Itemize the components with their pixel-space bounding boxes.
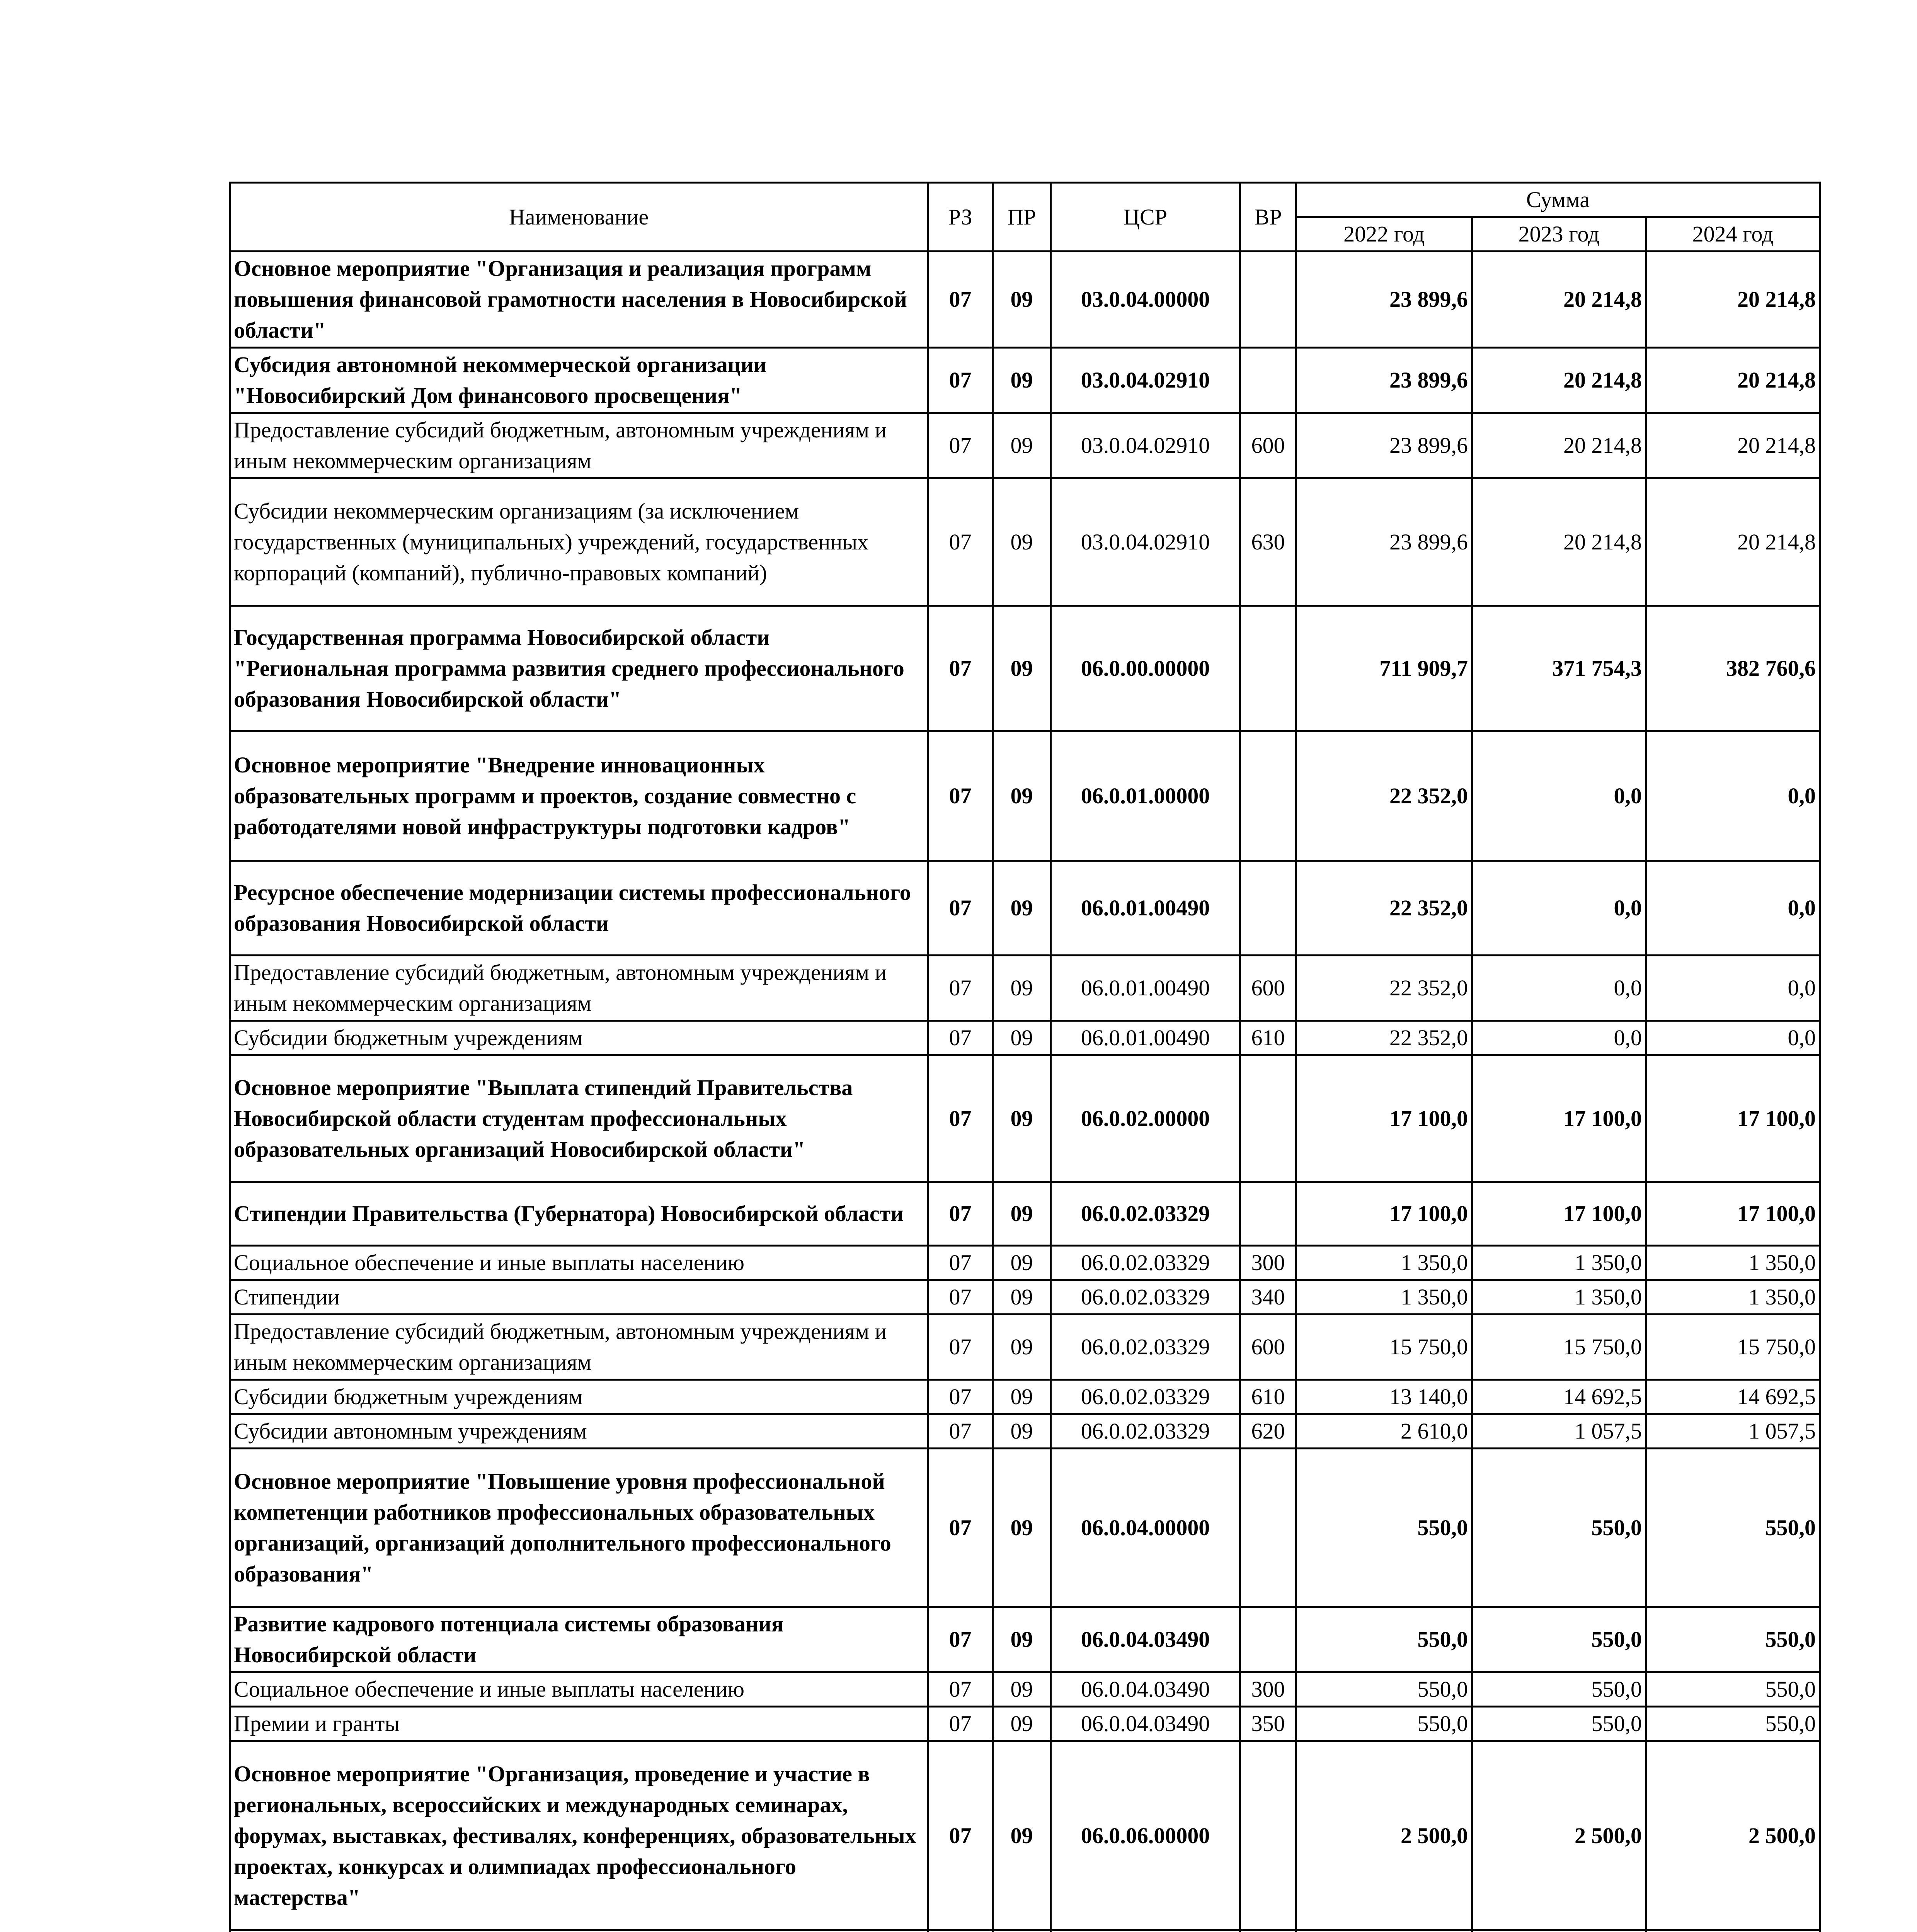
cell-pr: 09 (993, 478, 1051, 606)
cell-vr: 600 (1240, 1315, 1296, 1380)
cell-csr: 03.0.04.02910 (1051, 348, 1240, 413)
cell-sum-2024: 2 500,0 (1646, 1741, 1820, 1930)
cell-sum-2023: 0,0 (1472, 956, 1646, 1021)
cell-sum-2023: 1 350,0 (1472, 1246, 1646, 1280)
cell-sum-2023: 371 754,3 (1472, 606, 1646, 731)
cell-rz: 07 (928, 1380, 993, 1414)
cell-sum-2024: 20 214,8 (1646, 252, 1820, 348)
cell-rz: 07 (928, 956, 993, 1021)
cell-sum-2023: 20 214,8 (1472, 348, 1646, 413)
table-row (230, 1380, 1820, 1414)
table-row (230, 731, 1820, 861)
cell-pr: 09 (993, 1707, 1051, 1741)
header-csr: ЦСР (1051, 183, 1240, 252)
cell-rz: 07 (928, 1055, 993, 1182)
cell-sum-2023: 550,0 (1472, 1607, 1646, 1672)
cell-vr (1240, 252, 1296, 348)
cell-vr: 600 (1240, 413, 1296, 478)
cell-name: Предоставление субсидий бюджетным, автономным учреждениям и иным некоммерческим организациям (230, 956, 928, 1021)
cell-sum-2022: 17 100,0 (1296, 1055, 1472, 1182)
header-year-2024: 2024 год (1646, 217, 1820, 252)
cell-pr: 09 (993, 1021, 1051, 1055)
cell-name: Основное мероприятие "Выплата стипендий Правительства Новосибирской области студентам профессиональных образовательных организаций Новосибирской области" (230, 1055, 928, 1182)
cell-sum-2024: 20 214,8 (1646, 478, 1820, 606)
table-row (230, 1741, 1820, 1930)
table-row (230, 413, 1820, 478)
cell-sum-2022: 22 352,0 (1296, 956, 1472, 1021)
cell-rz: 07 (928, 478, 993, 606)
cell-vr (1240, 861, 1296, 956)
cell-rz: 07 (928, 1607, 993, 1672)
cell-sum-2024: 15 750,0 (1646, 1315, 1820, 1380)
cell-name: Развитие кадрового потенциала системы образования Новосибирской области (230, 1607, 928, 1672)
cell-csr: 06.0.02.03329 (1051, 1280, 1240, 1315)
cell-sum-2022: 23 899,6 (1296, 478, 1472, 606)
table-header (230, 183, 1820, 252)
cell-pr: 09 (993, 1182, 1051, 1246)
cell-rz: 07 (928, 1707, 993, 1741)
cell-rz: 07 (928, 731, 993, 861)
cell-pr: 09 (993, 252, 1051, 348)
cell-name: Субсидии некоммерческим организациям (за исключением государственных (муниципальных) учреждений, государственных корпораций (компаний), публично-правовых компаний) (230, 478, 928, 606)
cell-sum-2024: 550,0 (1646, 1449, 1820, 1607)
cell-vr: 610 (1240, 1021, 1296, 1055)
table-body (230, 252, 1820, 1932)
cell-rz: 07 (928, 1672, 993, 1707)
cell-rz: 07 (928, 606, 993, 731)
cell-name: Социальное обеспечение и иные выплаты населению (230, 1246, 928, 1280)
cell-pr: 09 (993, 1449, 1051, 1607)
cell-sum-2022: 550,0 (1296, 1672, 1472, 1707)
cell-vr: 630 (1240, 478, 1296, 606)
table-row (230, 252, 1820, 348)
header-year-2023: 2023 год (1472, 217, 1646, 252)
cell-pr: 09 (993, 1315, 1051, 1380)
cell-csr: 06.0.04.03490 (1051, 1672, 1240, 1707)
cell-name: Социальное обеспечение и иные выплаты населению (230, 1672, 928, 1707)
cell-name: Основное мероприятие "Организация и реализация программ повышения финансовой грамотности населения в Новосибирской области" (230, 252, 928, 348)
cell-sum-2024: 17 100,0 (1646, 1055, 1820, 1182)
cell-name: Субсидии автономным учреждениям (230, 1414, 928, 1449)
cell-sum-2023 (1472, 1930, 1646, 1932)
cell-csr: 06.0.06.00000 (1051, 1741, 1240, 1930)
table-row (230, 478, 1820, 606)
cell-sum-2022: 23 899,6 (1296, 252, 1472, 348)
cell-sum-2022: 13 140,0 (1296, 1380, 1472, 1414)
cell-csr: 06.0.01.00490 (1051, 861, 1240, 956)
cell-csr: 06.0.00.00000 (1051, 606, 1240, 731)
cell-sum-2024 (1646, 1930, 1820, 1932)
cell-csr: 06.0.04.03490 (1051, 1707, 1240, 1741)
cell-sum-2022: 22 352,0 (1296, 861, 1472, 956)
header-sum: Сумма (1296, 183, 1820, 217)
cell-rz: 07 (928, 348, 993, 413)
cell-csr: 06.0.02.03329 (1051, 1414, 1240, 1449)
cell-csr (1051, 1930, 1240, 1932)
cell-csr: 03.0.04.02910 (1051, 413, 1240, 478)
cell-name: Предоставление субсидий бюджетным, автономным учреждениям и иным некоммерческим организациям (230, 413, 928, 478)
table-row (230, 1315, 1820, 1380)
cell-sum-2023: 550,0 (1472, 1449, 1646, 1607)
cell-pr: 09 (993, 1055, 1051, 1182)
cell-sum-2022: 1 350,0 (1296, 1246, 1472, 1280)
cell-vr (1240, 1449, 1296, 1607)
cell-sum-2024: 0,0 (1646, 731, 1820, 861)
cell-pr: 09 (993, 606, 1051, 731)
cell-name: Субсидии бюджетным учреждениям (230, 1380, 928, 1414)
cell-sum-2023: 0,0 (1472, 1021, 1646, 1055)
cell-rz: 07 (928, 1741, 993, 1930)
cell-rz: 07 (928, 1182, 993, 1246)
cell-pr: 09 (993, 861, 1051, 956)
table-row (230, 861, 1820, 956)
cell-sum-2022: 23 899,6 (1296, 413, 1472, 478)
cell-csr: 06.0.02.03329 (1051, 1182, 1240, 1246)
table-row (230, 1672, 1820, 1707)
cell-pr (993, 1930, 1051, 1932)
cell-csr: 03.0.04.02910 (1051, 478, 1240, 606)
cell-sum-2022 (1296, 1930, 1472, 1932)
table-row (230, 1246, 1820, 1280)
cell-pr: 09 (993, 1380, 1051, 1414)
table-row (230, 1449, 1820, 1607)
cell-sum-2022: 22 352,0 (1296, 1021, 1472, 1055)
cell-sum-2022: 550,0 (1296, 1707, 1472, 1741)
cell-sum-2023: 14 692,5 (1472, 1380, 1646, 1414)
cell-pr: 09 (993, 731, 1051, 861)
cell-sum-2023: 1 057,5 (1472, 1414, 1646, 1449)
cell-vr: 300 (1240, 1672, 1296, 1707)
cell-vr: 300 (1240, 1246, 1296, 1280)
table-row (230, 1055, 1820, 1182)
header-name: Наименование (230, 183, 928, 252)
cell-sum-2024: 1 350,0 (1646, 1246, 1820, 1280)
table-row (230, 1707, 1820, 1741)
cell-rz: 07 (928, 1280, 993, 1315)
cell-name: Стипендии (230, 1280, 928, 1315)
cell-vr (1240, 1607, 1296, 1672)
cell-rz (928, 1930, 993, 1932)
cell-sum-2022: 2 500,0 (1296, 1741, 1472, 1930)
cell-csr: 06.0.02.03329 (1051, 1246, 1240, 1280)
cell-name: Стипендии Правительства (Губернатора) Новосибирской области (230, 1182, 928, 1246)
cell-name: Предоставление субсидий бюджетным, автономным учреждениям и иным некоммерческим организациям (230, 1315, 928, 1380)
cell-sum-2023: 20 214,8 (1472, 252, 1646, 348)
cell-vr (1240, 606, 1296, 731)
cell-rz: 07 (928, 1021, 993, 1055)
table-row (230, 1280, 1820, 1315)
cell-pr: 09 (993, 348, 1051, 413)
cell-sum-2022: 23 899,6 (1296, 348, 1472, 413)
cell-sum-2022: 17 100,0 (1296, 1182, 1472, 1246)
cell-rz: 07 (928, 861, 993, 956)
cell-sum-2024: 1 057,5 (1646, 1414, 1820, 1449)
cell-vr (1240, 348, 1296, 413)
cell-sum-2023: 15 750,0 (1472, 1315, 1646, 1380)
cell-sum-2023: 2 500,0 (1472, 1741, 1646, 1930)
table-row (230, 1414, 1820, 1449)
cell-pr: 09 (993, 1741, 1051, 1930)
cell-name: Основное мероприятие "Повышение уровня профессиональной компетенции работников профессиональных образовательных организаций, организаций дополнительного профессионального образования" (230, 1449, 928, 1607)
cell-sum-2024: 17 100,0 (1646, 1182, 1820, 1246)
cell-sum-2024: 1 350,0 (1646, 1280, 1820, 1315)
table-row (230, 348, 1820, 413)
header-pr: ПР (993, 183, 1051, 252)
table-row (230, 956, 1820, 1021)
cell-rz: 07 (928, 1414, 993, 1449)
cell-sum-2023: 17 100,0 (1472, 1055, 1646, 1182)
cell-sum-2023: 0,0 (1472, 731, 1646, 861)
cell-sum-2022: 2 610,0 (1296, 1414, 1472, 1449)
cell-pr: 09 (993, 956, 1051, 1021)
cell-csr: 06.0.02.03329 (1051, 1315, 1240, 1380)
cell-vr: 610 (1240, 1380, 1296, 1414)
cell-vr: 620 (1240, 1414, 1296, 1449)
cell-vr (1240, 1930, 1296, 1932)
cell-sum-2024: 0,0 (1646, 861, 1820, 956)
cell-pr: 09 (993, 413, 1051, 478)
cell-vr: 340 (1240, 1280, 1296, 1315)
cell-name: Ресурсное обеспечение модернизации системы профессионального образования Новосибирской области (230, 861, 928, 956)
cell-rz: 07 (928, 1449, 993, 1607)
cell-vr (1240, 1182, 1296, 1246)
cell-sum-2022: 550,0 (1296, 1607, 1472, 1672)
cell-name: Основное мероприятие "Внедрение инновационных образовательных программ и проектов, создание совместно с работодателями новой инфраструктуры подготовки кадров" (230, 731, 928, 861)
cell-csr: 06.0.02.03329 (1051, 1380, 1240, 1414)
cell-sum-2023: 20 214,8 (1472, 478, 1646, 606)
cell-sum-2024: 550,0 (1646, 1707, 1820, 1741)
budget-table (229, 182, 1821, 1932)
cell-name: Основное мероприятие "Организация, проведение и участие в региональных, всероссийских и международных семинарах, форумах, выставках, фестивалях, конференциях, образовательных проектах, конкурсах и олимпиадах профессионального мастерства" (230, 1741, 928, 1930)
cell-name: Субсидия автономной некоммерческой организации "Новосибирский Дом финансового просвещения" (230, 348, 928, 413)
cell-csr: 06.0.01.00490 (1051, 956, 1240, 1021)
cell-csr: 06.0.02.00000 (1051, 1055, 1240, 1182)
cell-csr: 06.0.01.00490 (1051, 1021, 1240, 1055)
cell-sum-2024: 0,0 (1646, 956, 1820, 1021)
cell-pr: 09 (993, 1672, 1051, 1707)
cell-vr (1240, 1055, 1296, 1182)
cell-sum-2023: 20 214,8 (1472, 413, 1646, 478)
cell-pr: 09 (993, 1414, 1051, 1449)
cell-name: Субсидии бюджетным учреждениям (230, 1021, 928, 1055)
table-row (230, 1930, 1820, 1932)
cell-vr: 600 (1240, 956, 1296, 1021)
cell-vr (1240, 731, 1296, 861)
cell-pr: 09 (993, 1607, 1051, 1672)
cell-sum-2023: 17 100,0 (1472, 1182, 1646, 1246)
cell-sum-2022: 1 350,0 (1296, 1280, 1472, 1315)
cell-sum-2024: 0,0 (1646, 1021, 1820, 1055)
cell-sum-2023: 550,0 (1472, 1672, 1646, 1707)
cell-sum-2024: 20 214,8 (1646, 413, 1820, 478)
cell-sum-2024: 550,0 (1646, 1607, 1820, 1672)
cell-vr (1240, 1741, 1296, 1930)
cell-sum-2024: 14 692,5 (1646, 1380, 1820, 1414)
cell-rz: 07 (928, 1246, 993, 1280)
cell-name (230, 1930, 928, 1932)
table-row (230, 1607, 1820, 1672)
cell-sum-2024: 382 760,6 (1646, 606, 1820, 731)
cell-csr: 06.0.01.00000 (1051, 731, 1240, 861)
cell-sum-2023: 550,0 (1472, 1707, 1646, 1741)
cell-sum-2024: 20 214,8 (1646, 348, 1820, 413)
cell-csr: 06.0.04.00000 (1051, 1449, 1240, 1607)
header-rz: РЗ (928, 183, 993, 252)
table-row (230, 1182, 1820, 1246)
cell-sum-2023: 1 350,0 (1472, 1280, 1646, 1315)
cell-pr: 09 (993, 1280, 1051, 1315)
cell-vr: 350 (1240, 1707, 1296, 1741)
cell-name: Государственная программа Новосибирской области "Региональная программа развития среднего профессионального образования Новосибирской области" (230, 606, 928, 731)
cell-rz: 07 (928, 1315, 993, 1380)
cell-csr: 06.0.04.03490 (1051, 1607, 1240, 1672)
cell-name: Премии и гранты (230, 1707, 928, 1741)
header-vr: ВР (1240, 183, 1296, 252)
cell-sum-2022: 550,0 (1296, 1449, 1472, 1607)
cell-sum-2024: 550,0 (1646, 1672, 1820, 1707)
table-row (230, 1021, 1820, 1055)
cell-pr: 09 (993, 1246, 1051, 1280)
cell-sum-2023: 0,0 (1472, 861, 1646, 956)
table-row (230, 606, 1820, 731)
cell-rz: 07 (928, 413, 993, 478)
cell-sum-2022: 15 750,0 (1296, 1315, 1472, 1380)
cell-sum-2022: 22 352,0 (1296, 731, 1472, 861)
header-year-2022: 2022 год (1296, 217, 1472, 252)
cell-csr: 03.0.04.00000 (1051, 252, 1240, 348)
cell-sum-2022: 711 909,7 (1296, 606, 1472, 731)
cell-rz: 07 (928, 252, 993, 348)
